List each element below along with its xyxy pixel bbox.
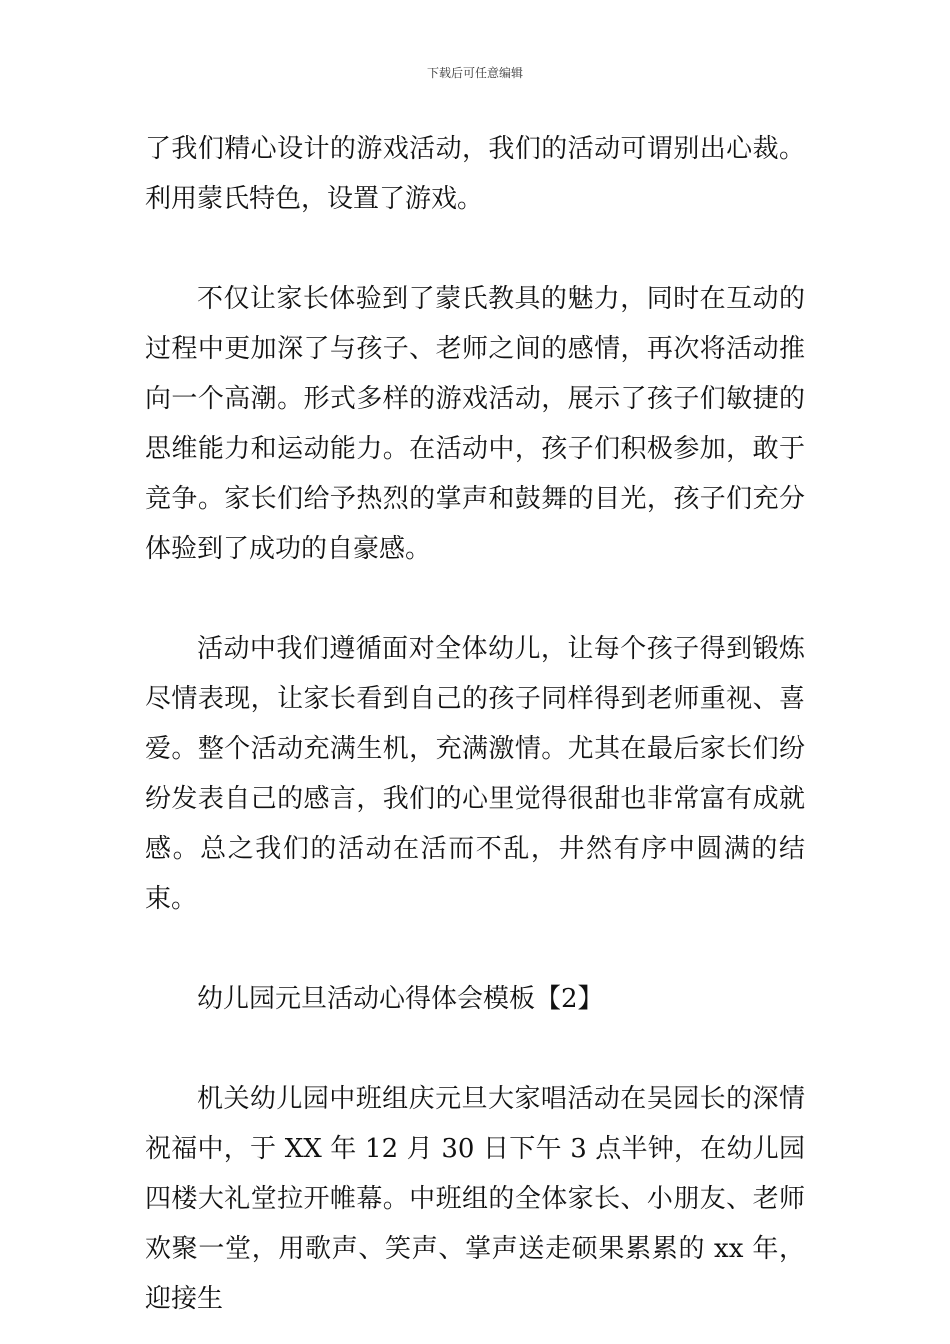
- page-header: 下载后可任意编辑: [426, 66, 523, 80]
- section-heading: 幼儿园元旦活动心得体会模板【2】: [197, 984, 604, 1014]
- paragraph-4: 机关幼儿园中班组庆元旦大家唱活动在吴园长的深情祝福中，于 XX 年 12 月 30 日下午 3 点半钟，在幼儿园四楼大礼堂拉开帷幕。中班组的全体家长、小朋友、老师欢聚一堂，用歌声、笑声、掌声送走硕果累累的 xx 年，迎接生: [145, 1084, 805, 1314]
- document-body: [145, 124, 805, 1324]
- paragraph-2: 不仅让家长体验到了蒙氏教具的魅力，同时在互动的过程中更加深了与孩子、老师之间的感情，再次将活动推向一个高潮。形式多样的游戏活动，展示了孩子们敏捷的思维能力和运动能力。在活动中，孩子们积极参加，敢于竞争。家长们给予热烈的掌声和鼓舞的目光，孩子们充分体验到了成功的自豪感。: [145, 284, 805, 564]
- paragraph-1: 了我们精心设计的游戏活动，我们的活动可谓别出心裁。利用蒙氏特色，设置了游戏。: [145, 134, 805, 214]
- paragraph-3: 活动中我们遵循面对全体幼儿，让每个孩子得到锻炼尽情表现，让家长看到自己的孩子同样得到老师重视、喜爱。整个活动充满生机，充满激情。尤其在最后家长们纷纷发表自己的感言，我们的心里觉得很甜也非常富有成就感。总之我们的活动在活而不乱，井然有序中圆满的结束。: [145, 634, 805, 914]
